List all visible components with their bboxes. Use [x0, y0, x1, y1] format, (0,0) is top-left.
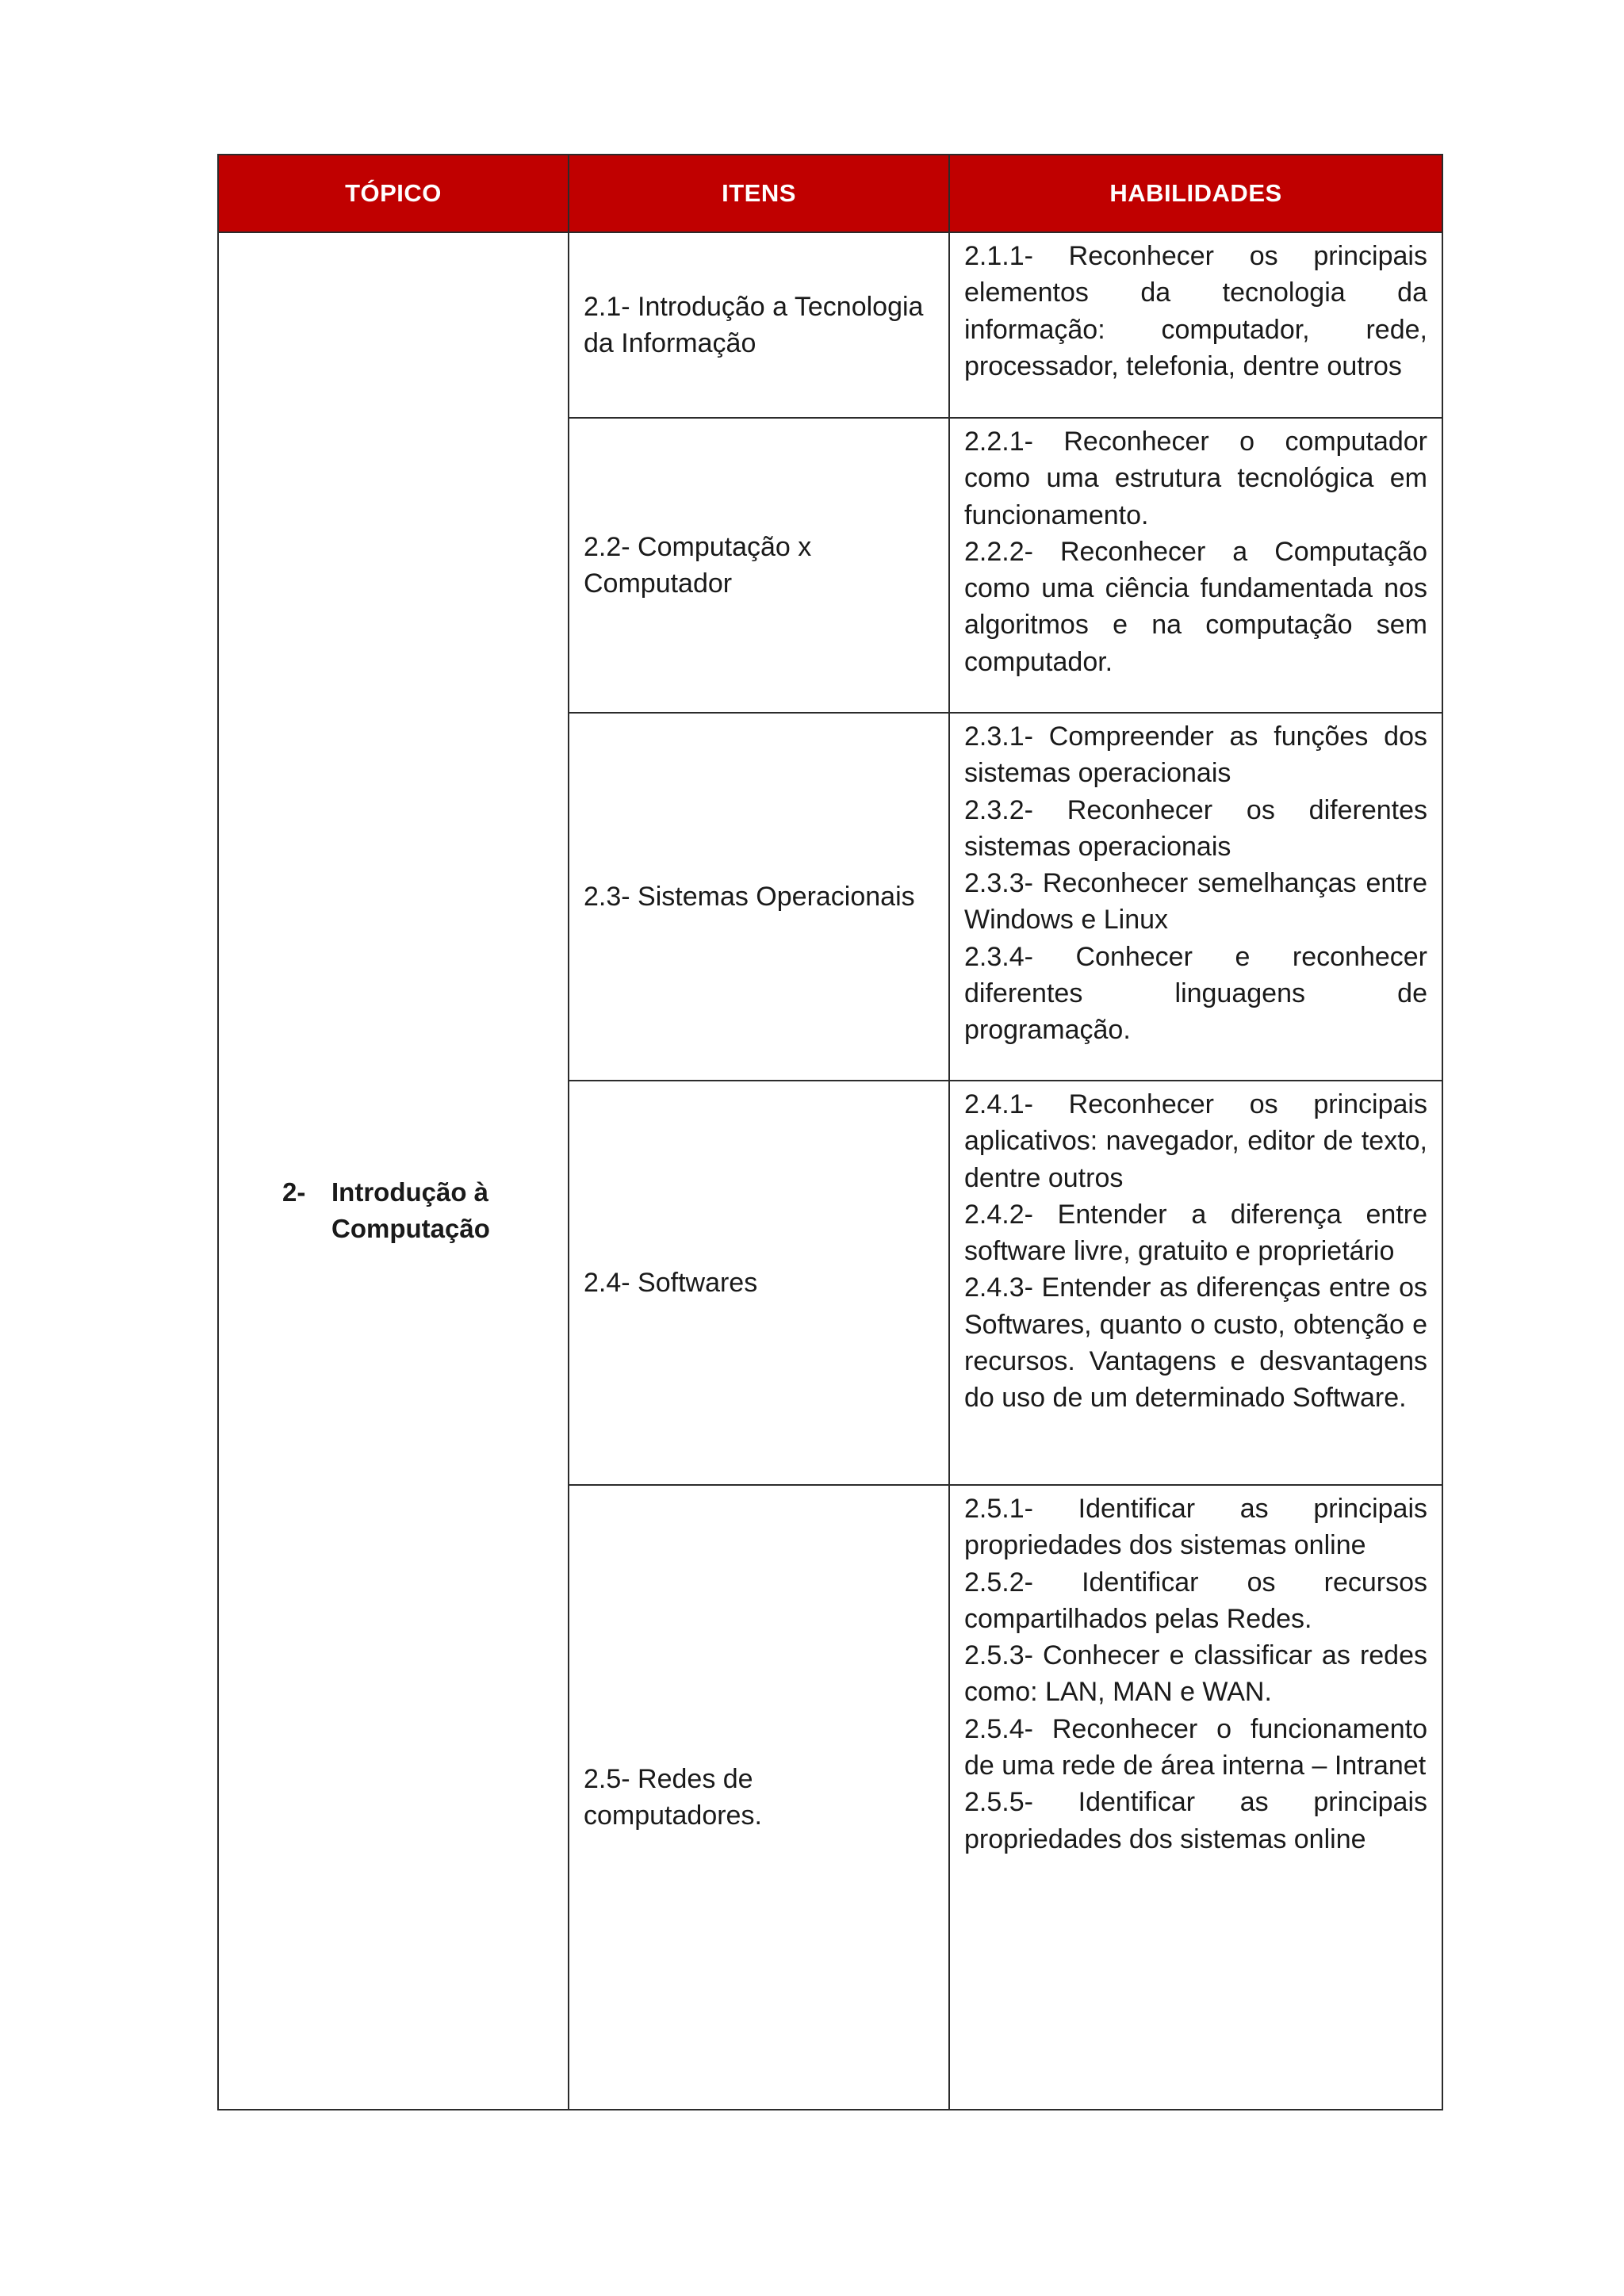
skill-text: 2.4.3- Entender as diferenças entre os Softwares, quanto o custo, obtenção e recursos. Vantagens e desvantagens do uso de um determinado Software.	[964, 1272, 1427, 1414]
skill-text: 2.4.1- Reconhecer os principais aplicativos: navegador, editor de texto, dentre outros	[964, 1089, 1427, 1193]
header-items: ITENS	[569, 155, 949, 232]
skill-cell	[949, 1485, 1442, 2110]
skill-text: 2.3.1- Compreender as funções dos sistemas operacionais	[964, 721, 1427, 789]
skill-text: 2.3.2- Reconhecer os diferentes sistemas operacionais	[964, 794, 1427, 862]
header-skills: HABILIDADES	[949, 155, 1442, 232]
skill-text: 2.3.3- Reconhecer semelhanças entre Windows e Linux	[964, 868, 1427, 936]
skill-text: 2.1.1- Reconhecer os principais elementos da tecnologia da informação: computador, rede, processador, telefonia, dentre outros	[964, 241, 1427, 381]
item-cell	[569, 418, 949, 713]
item-label: 2.4- Softwares	[584, 1268, 758, 1298]
skill-cell	[949, 713, 1442, 1081]
skill-text: 2.4.2- Entender a diferença entre software livre, gratuito e proprietário	[964, 1199, 1427, 1267]
item-cell	[569, 713, 949, 1081]
skill-text: 2.2.2- Reconhecer a Computação como uma ciência fundamentada nos algoritmos e na computação sem computador.	[964, 536, 1427, 677]
topic-cell	[218, 232, 569, 2110]
skill-cell	[949, 1081, 1442, 1485]
item-label: 2.2- Computação x Computador	[584, 532, 812, 599]
item-cell	[569, 1485, 949, 2110]
skill-text: 2.5.3- Conhecer e classificar as redes como: LAN, MAN e WAN.	[964, 1640, 1427, 1708]
skill-text: 2.5.5- Identificar as principais propriedades dos sistemas online	[964, 1787, 1427, 1854]
table-row	[218, 232, 1442, 418]
skill-text: 2.5.4- Reconhecer o funcionamento de uma rede de área interna – Intranet	[964, 1713, 1427, 1781]
item-label: 2.3- Sistemas Operacionais	[584, 882, 915, 912]
topic-title: Introdução à Computação	[331, 1177, 490, 1243]
skill-text: 2.3.4- Conhecer e reconhecer diferentes linguagens de programação.	[964, 941, 1427, 1046]
curriculum-table	[217, 154, 1443, 2110]
skill-text: 2.2.1- Reconhecer o computador como uma estrutura tecnológica em funcionamento.	[964, 427, 1427, 530]
item-cell	[569, 232, 949, 418]
skill-cell	[949, 418, 1442, 713]
header-topic: TÓPICO	[218, 155, 569, 232]
skill-text: 2.5.1- Identificar as principais propriedades dos sistemas online	[964, 1494, 1427, 1561]
topic-number: 2-	[282, 1177, 306, 1207]
skill-text: 2.5.2- Identificar os recursos compartilhados pelas Redes.	[964, 1567, 1427, 1634]
item-label: 2.1- Introdução a Tecnologia da Informação	[584, 292, 924, 358]
item-cell	[569, 1081, 949, 1485]
skill-cell	[949, 232, 1442, 418]
item-label: 2.5- Redes de computadores.	[584, 1764, 762, 1831]
table-header-row	[218, 155, 1442, 232]
